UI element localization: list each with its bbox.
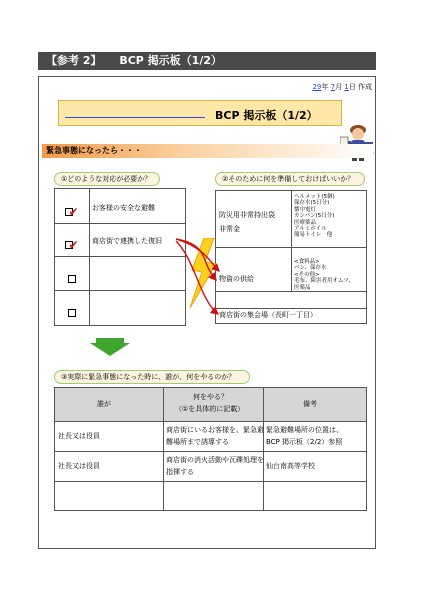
action-assignment-table: [54, 387, 367, 511]
bag-item: ヘルメット(5個): [294, 194, 335, 200]
checkmark-icon: ✔: [68, 238, 79, 252]
date-month: 7: [330, 83, 336, 91]
supply-items-list: [294, 259, 354, 291]
section-title: 緊急事態になったら・・・: [42, 144, 373, 158]
checkbox-checked-1[interactable]: [55, 201, 89, 220]
creation-date: [312, 82, 372, 92]
reference-number: 【参考 2】: [46, 54, 102, 67]
header-title: BCP 掲示板（1/2）: [119, 54, 223, 67]
response-checklist: [54, 188, 186, 326]
date-month-label: 月: [335, 83, 343, 91]
supply-item: 毛布、障害者用オムツ、: [294, 278, 355, 285]
checkbox-checked-2[interactable]: [55, 234, 89, 253]
row1-who: 社長又は役員: [58, 432, 100, 440]
row2-what-line2: 指揮する: [166, 468, 194, 476]
row1-what-line1: 商店街にいるお客様を、緊急避: [166, 426, 264, 434]
supply-item: パン、保存水: [294, 265, 327, 272]
emergency-bag-label: 防災用非常持出袋: [219, 211, 275, 219]
board-title-box: [58, 100, 342, 126]
question-3-label: ③実際に緊急事態になった時に、誰が、何をやるのか？: [54, 370, 250, 384]
emergency-cash-label: 非常金: [219, 225, 240, 233]
supply-item: <その他>: [294, 271, 320, 278]
bag-item: 医療薬品: [294, 219, 317, 226]
bag-item: アルミホイル: [294, 226, 327, 233]
date-year: 29: [312, 83, 322, 91]
header-what-note: （①を具体的に記載）: [175, 405, 245, 413]
document-header-bar: [38, 52, 376, 70]
response-item-1: お客様の安全な避難: [92, 204, 155, 212]
checkbox-empty-4[interactable]: [55, 302, 89, 321]
row1-what-line2: 難場所まで誘導する: [166, 438, 229, 446]
name-blank-line: [65, 117, 205, 118]
question-1-label: ①どのような対応が必要か？: [54, 172, 160, 186]
date-year-label: 年: [321, 83, 329, 91]
row1-note-line1: 緊急避難場所の位置は、: [266, 426, 343, 434]
row2-note: 仙台南高等学校: [266, 462, 315, 470]
bag-items-list: [294, 194, 335, 239]
question-2-label: ②そのために何を準備しておけばいいか？: [215, 172, 365, 186]
bag-item: 簡易トイレ 他: [294, 232, 333, 239]
header-what: 何をやる？: [193, 393, 228, 401]
row1-note-line2: BCP 掲示板（2/2）参照: [266, 438, 343, 446]
bag-item: カンパン(5日分): [294, 213, 335, 220]
meeting-place: 商店街の集会場（長町一丁目）: [219, 311, 317, 319]
checkbox-empty-3[interactable]: [55, 268, 89, 287]
preparation-table: [215, 190, 367, 324]
date-day: 1: [344, 83, 349, 91]
supply-label: 物資の供給: [219, 275, 254, 283]
header-remarks: 備考: [303, 400, 317, 408]
supply-item: <食料品>: [294, 259, 320, 265]
bag-item: 保存水(5日分): [294, 200, 330, 207]
board-title: BCP 掲示板（1/2）: [215, 109, 318, 122]
date-day-label: 日: [348, 83, 356, 91]
row2-what-line1: 商店街の消火活動や瓦礫処理を: [166, 456, 264, 464]
header-who: 誰が: [97, 400, 111, 408]
response-item-2: 商店街で連携した復旧: [92, 237, 162, 245]
lightning-bolt-icon: [186, 238, 220, 308]
supply-item: 医薬品: [294, 284, 311, 291]
row2-who: 社長又は役員: [58, 462, 100, 470]
date-suffix: 作成: [358, 83, 372, 91]
bag-item: 懐中電灯: [294, 206, 317, 213]
checkmark-icon: ✔: [68, 205, 79, 219]
down-arrow-icon: [90, 338, 130, 356]
